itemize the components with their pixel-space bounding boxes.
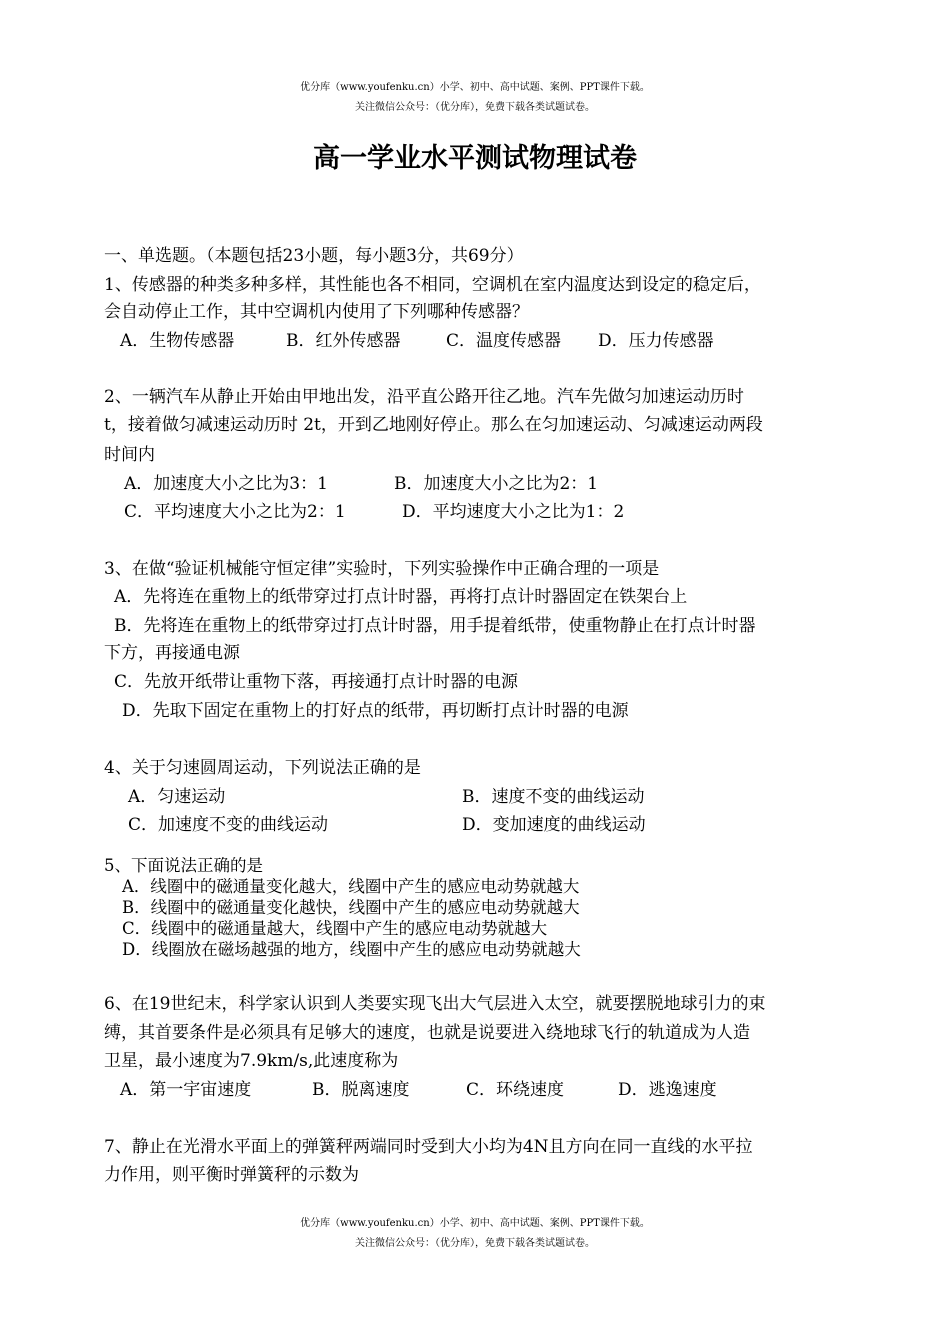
page-title: 高一学业水平测试物理试卷 [313, 143, 637, 174]
q4-option-d: D．变加速度的曲线运动 [462, 815, 646, 835]
q2-option-a: A．加速度大小之比为3：1 [124, 474, 328, 494]
q3-option-b-line-2: 下方，再接通电源 [104, 643, 240, 663]
q7-stem-line-2: 力作用，则平衡时弹簧秤的示数为 [104, 1165, 359, 1185]
q4-option-c: C．加速度不变的曲线运动 [128, 815, 329, 835]
q4-option-a: A．匀速运动 [128, 787, 226, 807]
q2-stem-line-2: t，接着做匀减速运动历时 2t，开到乙地刚好停止。那么在匀加速运动、匀减速运动两段 [104, 415, 763, 435]
q1-option-d: D．压力传感器 [598, 331, 714, 351]
q7-stem-line-1: 7、静止在光滑水平面上的弹簧秤两端同时受到大小均为4N且方向在同一直线的水平拉 [104, 1137, 753, 1157]
q6-option-b: B．脱离速度 [312, 1080, 410, 1100]
q1-option-a: A．生物传感器 [120, 331, 235, 351]
q1-stem-line-2: 会自动停止工作，其中空调机内使用了下列哪种传感器？ [104, 302, 529, 322]
q2-stem-line-1: 2、一辆汽车从静止开始由甲地出发，沿平直公路开往乙地。汽车先做匀加速运动历时 [104, 387, 744, 407]
footer-line-1: 优分库（www.youfenku.cn）小学、初中、高中试题、案例、PPT课件下载。 [300, 1218, 650, 1229]
q1-stem-line-1: 1、传感器的种类多种多样，其性能也各不相同，空调机在室内温度达到设定的稳定后， [104, 275, 761, 295]
header-line-2: 关注微信公众号：（优分库），免费下载各类试题试卷。 [355, 102, 595, 113]
q6-stem-line-1: 6、在19世纪末，科学家认识到人类要实现飞出大气层进入太空，就要摆脱地球引力的束 [104, 994, 766, 1014]
q6-stem-line-2: 缚，其首要条件是必须具有足够大的速度，也就是说要进入绕地球飞行的轨道成为人造 [104, 1023, 750, 1043]
q2-option-b: B．加速度大小之比为2：1 [394, 474, 599, 494]
q3-option-c: C．先放开纸带让重物下落，再接通打点计时器的电源 [114, 672, 519, 692]
q1-option-c: C．温度传感器 [446, 331, 562, 351]
q6-option-d: D．逃逸速度 [618, 1080, 717, 1100]
header-line-1: 优分库（www.youfenku.cn）小学、初中、高中试题、案例、PPT课件下载。 [300, 82, 650, 93]
q3-stem: 3、在做“验证机械能守恒定律”实验时，下列实验操作中正确合理的一项是 [104, 559, 660, 579]
q5-stem: 5、下面说法正确的是 [104, 856, 263, 875]
q6-stem-line-3: 卫星，最小速度为7.9km/s,此速度称为 [104, 1051, 399, 1071]
q6-option-a: A．第一宇宙速度 [120, 1080, 252, 1100]
q5-option-c: C．线圈中的磁通量越大，线圈中产生的感应电动势就越大 [122, 919, 548, 938]
q4-stem: 4、关于匀速圆周运动，下列说法正确的是 [104, 758, 421, 778]
q4-option-b: B．速度不变的曲线运动 [462, 787, 645, 807]
q1-option-b: B．红外传感器 [286, 331, 401, 351]
q2-option-d: D．平均速度大小之比为1：2 [402, 502, 625, 522]
q6-option-c: C．环绕速度 [466, 1080, 565, 1100]
section-heading: 一、单选题。（本题包括23小题，每小题3分，共69分） [104, 246, 524, 266]
q3-option-d: D．先取下固定在重物上的打好点的纸带，再切断打点计时器的电源 [122, 701, 629, 721]
q3-option-a: A．先将连在重物上的纸带穿过打点计时器，再将打点计时器固定在铁架台上 [114, 587, 688, 607]
footer-line-2: 关注微信公众号：（优分库），免费下载各类试题试卷。 [355, 1238, 595, 1249]
q5-option-b: B．线圈中的磁通量变化越快，线圈中产生的感应电动势就越大 [122, 898, 580, 917]
q5-option-a: A．线圈中的磁通量变化越大，线圈中产生的感应电动势就越大 [122, 877, 580, 896]
q3-option-b-line-1: B．先将连在重物上的纸带穿过打点计时器，用手提着纸带，使重物静止在打点计时器 [114, 616, 756, 636]
q2-option-c: C．平均速度大小之比为2：1 [124, 502, 346, 522]
q5-option-d: D．线圈放在磁场越强的地方，线圈中产生的感应电动势就越大 [122, 940, 581, 959]
q2-stem-line-3: 时间内 [104, 445, 155, 465]
